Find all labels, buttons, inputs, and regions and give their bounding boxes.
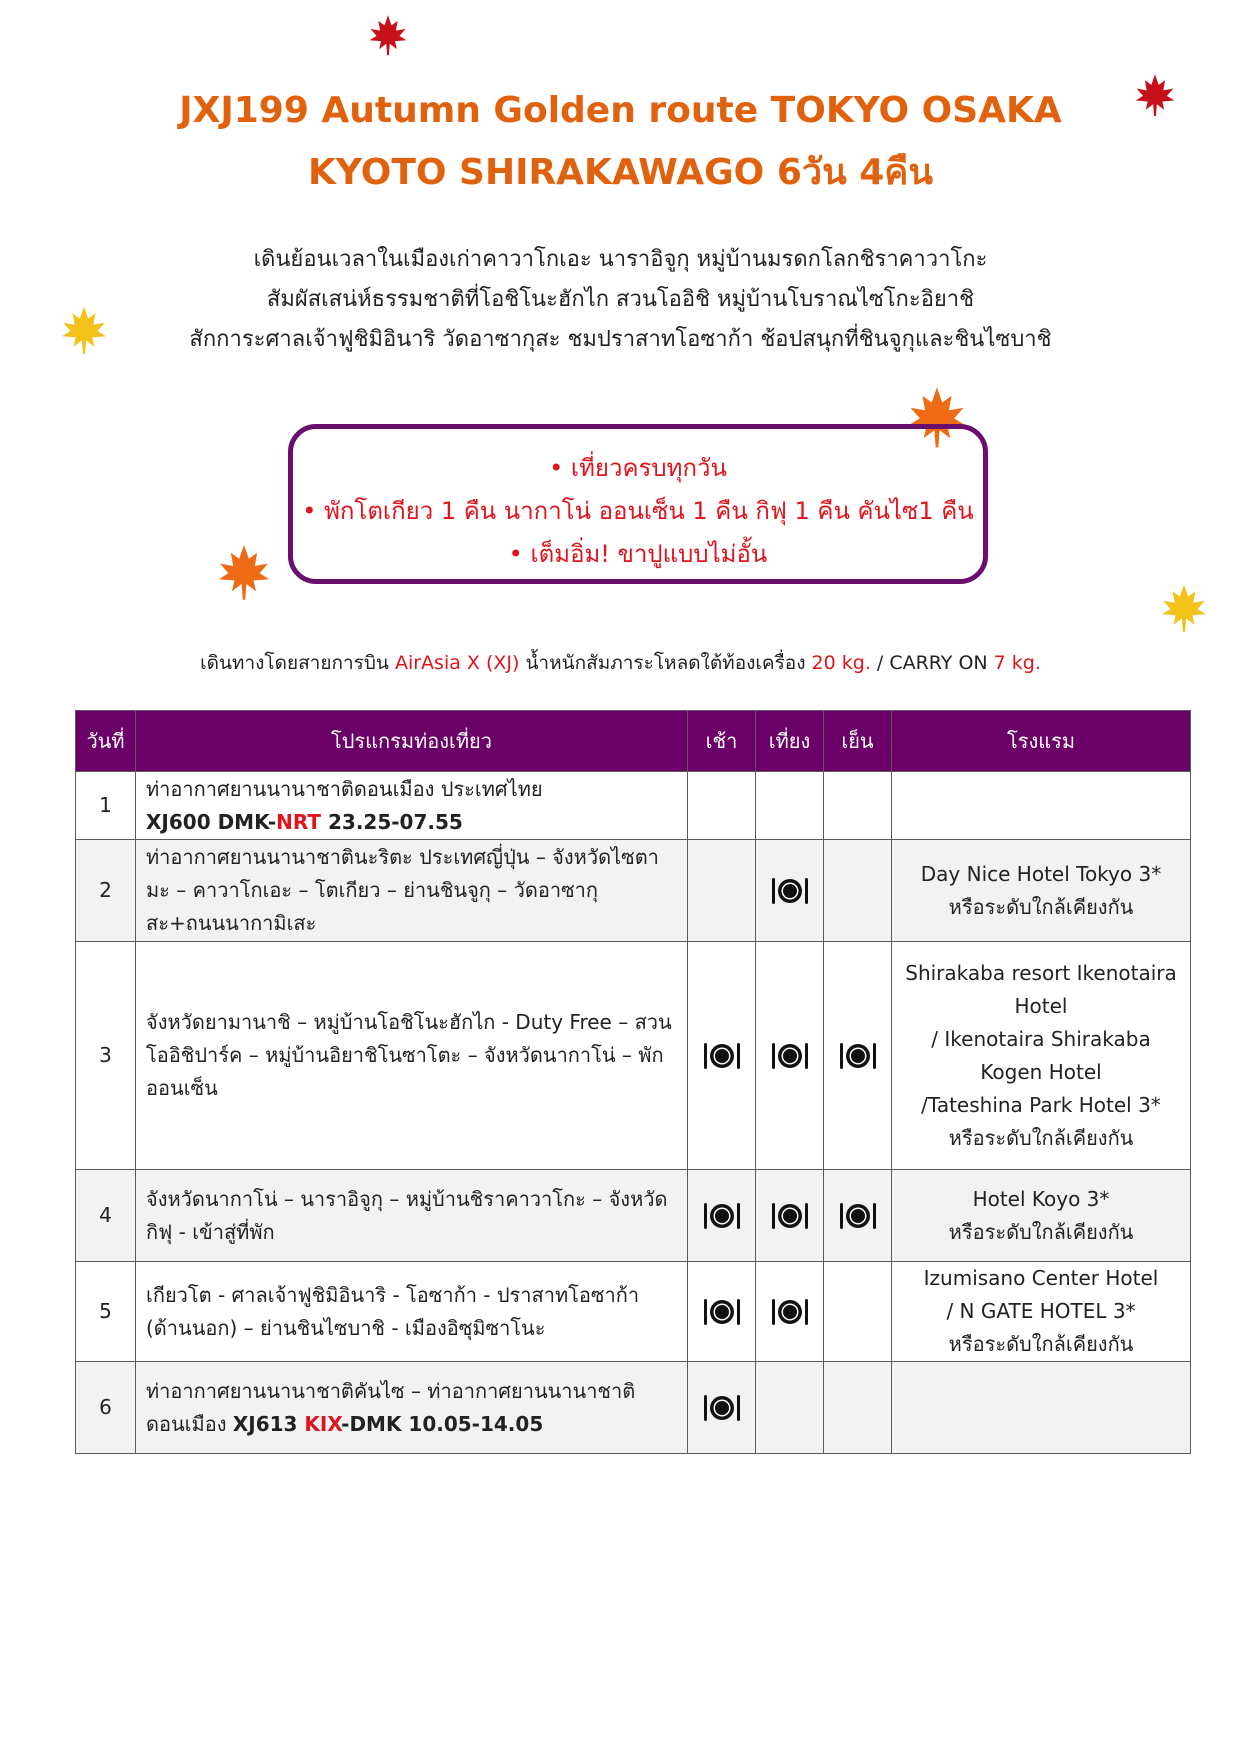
airport-code: NRT bbox=[276, 809, 322, 834]
maple-leaf-icon bbox=[366, 12, 410, 58]
table-row bbox=[76, 942, 1191, 1170]
breakfast-cell bbox=[688, 840, 756, 942]
intro-text bbox=[0, 240, 1241, 360]
header-program: โปรแกรมท่องเที่ยว bbox=[136, 711, 688, 772]
highlight-item: • เต็มอิ่ม! ขาปูแบบไม่อั้น bbox=[508, 540, 768, 568]
lunch-cell bbox=[756, 1170, 824, 1262]
header-breakfast: เช้า bbox=[688, 711, 756, 772]
plate-fork-knife-icon bbox=[770, 1296, 810, 1328]
plate-fork-knife-icon bbox=[702, 1296, 742, 1328]
hotel-name: Hotel Koyo 3* bbox=[972, 1186, 1110, 1211]
plate-fork-knife-icon bbox=[702, 1200, 742, 1232]
flight-time: -DMK 10.05-14.05 bbox=[341, 1411, 544, 1436]
header-hotel: โรงแรม bbox=[892, 711, 1191, 772]
breakfast-cell bbox=[688, 1362, 756, 1454]
flight-info bbox=[0, 648, 1241, 678]
itinerary-table bbox=[75, 710, 1191, 1454]
dinner-cell bbox=[824, 1362, 892, 1454]
hotel-note: หรือระดับใกล้เคียงกัน bbox=[948, 894, 1134, 919]
intro-line: สักการะศาลเจ้าฟูชิมิอินาริ วัดอาซากุสะ ชมปราสาทโอซาก้า ช้อปสนุกที่ชินจูกุและชินไซบาชิ bbox=[189, 327, 1052, 352]
breakfast-cell bbox=[688, 942, 756, 1170]
breakfast-cell bbox=[688, 1170, 756, 1262]
breakfast-cell bbox=[688, 772, 756, 840]
program-cell bbox=[136, 772, 688, 840]
lunch-cell bbox=[756, 942, 824, 1170]
highlight-box bbox=[288, 424, 988, 584]
title-line-1: JXJ199 Autumn Golden route TOKYO OSAKA bbox=[179, 90, 1062, 131]
hotel-cell bbox=[892, 772, 1191, 840]
table-row bbox=[76, 1262, 1191, 1362]
header-day: วันที่ bbox=[76, 711, 136, 772]
plate-fork-knife-icon bbox=[838, 1040, 878, 1072]
program-text: ท่าอากาศยานนานาชาติดอนเมือง ประเทศไทย bbox=[146, 776, 543, 801]
hotel-name: Shirakaba resort Ikenotaira Hotel bbox=[905, 960, 1177, 1018]
day-number: 1 bbox=[76, 772, 136, 840]
hotel-note: หรือระดับใกล้เคียงกัน bbox=[948, 1332, 1134, 1356]
plate-fork-knife-icon bbox=[702, 1392, 742, 1424]
hotel-name: /Tateshina Park Hotel 3* bbox=[921, 1092, 1161, 1117]
dinner-cell bbox=[824, 1262, 892, 1362]
lunch-cell bbox=[756, 1362, 824, 1454]
hotel-note: หรือระดับใกล้เคียงกัน bbox=[948, 1125, 1134, 1150]
hotel-name: Izumisano Center Hotel bbox=[923, 1266, 1159, 1290]
dinner-cell bbox=[824, 942, 892, 1170]
plate-fork-knife-icon bbox=[702, 1040, 742, 1072]
airline-name: AirAsia X (XJ) bbox=[394, 652, 520, 674]
flight-code bbox=[146, 806, 677, 839]
day-number: 5 bbox=[76, 1262, 136, 1362]
dinner-cell bbox=[824, 840, 892, 942]
lunch-cell bbox=[756, 772, 824, 840]
day-number: 6 bbox=[76, 1362, 136, 1454]
day-number: 2 bbox=[76, 840, 136, 942]
table-row bbox=[76, 772, 1191, 840]
day-number: 3 bbox=[76, 942, 136, 1170]
flight-time: 23.25-07.55 bbox=[321, 809, 463, 834]
program-cell bbox=[136, 1362, 688, 1454]
program-text: จังหวัดยามานาชิ – หมู่บ้านโอชิโนะฮักไก - Duty Free – สวนโออิชิปาร์ค – หมู่บ้านอิยาชิโนซาโตะ – จังหวัดนากาโน่ – พักออนเซ็น bbox=[146, 1010, 672, 1100]
breakfast-cell bbox=[688, 1262, 756, 1362]
dinner-cell bbox=[824, 772, 892, 840]
day-number: 4 bbox=[76, 1170, 136, 1262]
program-cell bbox=[136, 1170, 688, 1262]
highlight-item: • พักโตเกียว 1 คืน นากาโน่ ออนเซ็น 1 คืน กิฟุ 1 คืน คันไซ1 คืน bbox=[302, 497, 974, 525]
maple-leaf-icon bbox=[214, 542, 274, 602]
hotel-name: / N GATE HOTEL 3* bbox=[946, 1299, 1136, 1323]
plate-fork-knife-icon bbox=[770, 1040, 810, 1072]
hotel-cell bbox=[892, 1362, 1191, 1454]
program-text: ท่าอากาศยานนานาชาตินะริตะ ประเทศญี่ปุ่น – จังหวัดไซตามะ – คาวาโกเอะ – โตเกียว – ย่านชินจูกุ – วัดอาซากุสะ+ถนนนากามิเสะ bbox=[146, 845, 659, 935]
highlight-item: • เที่ยวครบทุกวัน bbox=[549, 454, 727, 482]
carry-on-weight: 7 kg. bbox=[993, 652, 1041, 674]
dinner-cell bbox=[824, 1170, 892, 1262]
hotel-note: หรือระดับใกล้เคียงกัน bbox=[948, 1219, 1134, 1244]
table-row bbox=[76, 1362, 1191, 1454]
hotel-cell bbox=[892, 1262, 1191, 1362]
table-header-row bbox=[76, 711, 1191, 772]
flight-code-part: XJ600 DMK- bbox=[146, 809, 277, 834]
title-line-2: KYOTO SHIRAKAWAGO 6วัน 4คืน bbox=[308, 152, 933, 193]
hotel-cell bbox=[892, 942, 1191, 1170]
intro-line: สัมผัสเสน่ห์ธรรมชาติที่โอชิโนะฮักไก สวนโออิชิ หมู่บ้านโบราณไซโกะอิยาชิ bbox=[266, 287, 975, 312]
baggage-label: น้ำหนักสัมภาระโหลดใต้ท้องเครื่อง bbox=[519, 652, 812, 674]
maple-leaf-icon bbox=[1158, 582, 1210, 634]
flight-prefix: เดินทางโดยสายการบิน bbox=[200, 652, 395, 674]
hotel-cell bbox=[892, 1170, 1191, 1262]
hotel-cell bbox=[892, 840, 1191, 942]
plate-fork-knife-icon bbox=[838, 1200, 878, 1232]
program-cell bbox=[136, 840, 688, 942]
carry-on-label: / CARRY ON bbox=[870, 652, 994, 674]
header-dinner: เย็น bbox=[824, 711, 892, 772]
page-title bbox=[0, 80, 1241, 204]
baggage-weight: 20 kg. bbox=[811, 652, 871, 674]
program-cell bbox=[136, 942, 688, 1170]
lunch-cell bbox=[756, 1262, 824, 1362]
hotel-name: Day Nice Hotel Tokyo 3* bbox=[920, 861, 1162, 886]
program-cell bbox=[136, 1262, 688, 1362]
plate-fork-knife-icon bbox=[770, 1200, 810, 1232]
table-row bbox=[76, 1170, 1191, 1262]
airport-code: KIX bbox=[304, 1411, 342, 1436]
table-row bbox=[76, 840, 1191, 942]
program-text: จังหวัดนากาโน่ – นาราอิจูกุ – หมู่บ้านชิราคาวาโกะ – จังหวัดกิฟุ - เข้าสู่ที่พัก bbox=[146, 1186, 668, 1244]
hotel-name: / Ikenotaira Shirakaba Kogen Hotel bbox=[931, 1026, 1151, 1084]
lunch-cell bbox=[756, 840, 824, 942]
intro-line: เดินย้อนเวลาในเมืองเก่าคาวาโกเอะ นาราอิจูกุ หมู่บ้านมรดกโลกชิราคาวาโกะ bbox=[253, 247, 988, 272]
header-lunch: เที่ยง bbox=[756, 711, 824, 772]
plate-fork-knife-icon bbox=[770, 875, 810, 907]
flight-code-part: XJ613 bbox=[232, 1411, 305, 1436]
program-text: ท่าอากาศยานนานาชาติคันไซ – ท่าอากาศยานนานาชาติดอนเมือง bbox=[146, 1378, 636, 1436]
program-text: เกียวโต - ศาลเจ้าฟูชิมิอินาริ - โอซาก้า - ปราสาทโอซาก้า (ด้านนอก) – ย่านชินไซบาชิ - เมืองอิซุมิซาโนะ bbox=[146, 1282, 640, 1340]
